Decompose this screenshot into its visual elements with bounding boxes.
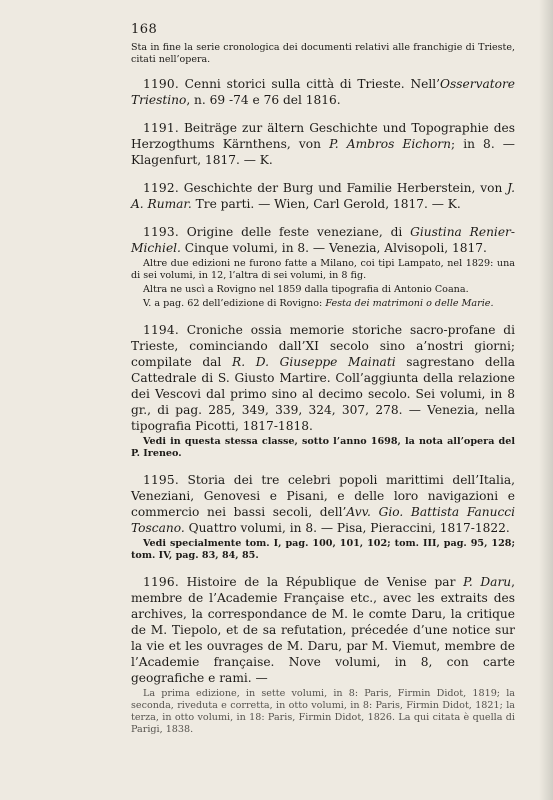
entry-italic: Osservatore Triestino bbox=[131, 77, 515, 107]
entry-number: 1192. bbox=[143, 181, 179, 195]
entry-body: Storia dei tre celebri popoli marittimi dell’Italia, Veneziani, Genovesi e Pisani, e delle loro navigazioni e commercio nei bassi secoli, dell’ bbox=[131, 473, 515, 519]
entry-body-end: , membre de l’Academie Française etc., avec les extraits des archives, la correspondance de M. le comte Daru, la critique de M. Tiepolo, et de sa refutation, précedée d’une notice sur la vie et les ouvrages de M. Daru, par M. Viemut, membre de l’Academie française. Nove volumi, in 8, con carte geografiche e rami. — bbox=[131, 575, 515, 685]
entry-note bbox=[131, 688, 515, 736]
bibliography-entry bbox=[131, 224, 515, 310]
entry-note bbox=[131, 298, 515, 310]
entry-note bbox=[131, 436, 515, 460]
bibliography-entry bbox=[131, 322, 515, 460]
entry-body: Cenni storici sulla città di Trieste. Nell’ bbox=[178, 77, 441, 91]
bibliography-entry bbox=[131, 472, 515, 562]
entry-note bbox=[131, 258, 515, 282]
note-text: V. a pag. 62 dell’edizione di Rovigno: bbox=[143, 298, 326, 309]
note-text: La prima edizione, in sette volumi, in 8: Paris, Firmin Didot, 1819; la seconda, riveduta e corretta, in otto volumi, in 8: Paris, Firmin Didot, 1821; la terza, in otto volumi, in 18: Paris, Firmin Didot, 1826. La qui citata è quella di Parigi, 1838. bbox=[131, 688, 515, 735]
entry-text bbox=[131, 76, 515, 108]
entry-italic: Avv. Gio. Battista Fanucci Toscano. bbox=[131, 505, 515, 535]
entry-body: Geschichte der Burg und Familie Herberstein, von bbox=[178, 181, 508, 195]
entry-body: Beiträge zur ältern Geschichte und Topographie des Herzogthums Kärnthens, von bbox=[131, 121, 515, 151]
entry-note bbox=[131, 538, 515, 562]
page-edge-shadow bbox=[539, 0, 553, 800]
note-text: Altre due edizioni ne furono fatte a Milano, coi tipi Lampato, nel 1829: una di sei volumi, in 12, l’altra di sei volumi, in 8 fig. bbox=[131, 258, 515, 281]
entry-italic: J. A. Rumar. bbox=[131, 181, 515, 211]
entry-italic: P. Ambros Eichorn bbox=[329, 137, 451, 151]
entry-italic: R. D. Giuseppe Mainati bbox=[232, 355, 396, 369]
entry-text bbox=[131, 574, 515, 686]
page-content bbox=[131, 42, 515, 748]
entry-number: 1194. bbox=[143, 323, 179, 337]
bibliography-entry bbox=[131, 76, 515, 108]
entry-number: 1195. bbox=[143, 473, 179, 487]
entry-body-end: sagrestano della Cattedrale di S. Giusto Martire. Coll’aggiunta della relazione dei Vescovi dal primo sino al decimo secolo. Sei volumi, in 8 gr., di pag. 285, 349, 339, 324, 307, 278. — Venezia, nella tipografia Picotti, 1817-1818. bbox=[131, 355, 515, 433]
note-text: Vedi specialmente tom. I, pag. 100, 101, 102; tom. III, pag. 95, 128; tom. IV, pag. 83, 84, 85. bbox=[131, 538, 515, 561]
entry-body-end: ; in 8. — Klagenfurt, 1817. — K. bbox=[131, 137, 515, 167]
entry-body: Histoire de la République de Venise par bbox=[178, 575, 464, 589]
entry-body: Croniche ossia memorie storiche sacro-profane di Trieste, cominciando dall’XI secolo sino a’nostri giorni; compilate dal bbox=[131, 323, 515, 369]
header-note: Sta in fine la serie cronologica dei documenti relativi alle franchigie di Trieste, citati nell’opera. bbox=[131, 42, 515, 65]
entry-body-end: Tre parti. — Wien, Carl Gerold, 1817. — K. bbox=[191, 197, 461, 211]
entry-text bbox=[131, 120, 515, 168]
entry-note bbox=[131, 284, 515, 296]
bibliography-entry bbox=[131, 120, 515, 168]
entry-number: 1190. bbox=[143, 77, 179, 91]
bibliography-entry bbox=[131, 574, 515, 736]
entry-number: 1191. bbox=[143, 121, 179, 135]
entry-body-end: Quattro volumi, in 8. — Pisa, Pieraccini, 1817-1822. bbox=[184, 521, 510, 535]
bibliography-entry bbox=[131, 180, 515, 212]
entry-body-end: , n. 69 -74 e 76 del 1816. bbox=[186, 93, 341, 107]
note-text: Vedi in questa stessa classe, sotto l’anno 1698, la nota all’opera del P. Ireneo. bbox=[131, 436, 515, 459]
note-text: Altra ne uscì a Rovigno nel 1859 dalla tipografia di Antonio Coana. bbox=[143, 284, 469, 295]
entry-body-end: Cinque volumi, in 8. — Venezia, Alvisopoli, 1817. bbox=[180, 241, 487, 255]
entry-text bbox=[131, 472, 515, 536]
entry-number: 1193. bbox=[143, 225, 179, 239]
entry-italic: Giustina Renier-Michiel. bbox=[131, 225, 515, 255]
entry-text bbox=[131, 224, 515, 256]
entry-text bbox=[131, 180, 515, 212]
note-italic: Festa dei matrimoni o delle Marie. bbox=[325, 298, 494, 309]
entry-text bbox=[131, 322, 515, 434]
entry-number: 1196. bbox=[143, 575, 179, 589]
page-number: 168 bbox=[131, 22, 158, 37]
entry-body: Origine delle feste veneziane, di bbox=[178, 225, 411, 239]
entry-italic: P. Daru bbox=[463, 575, 512, 589]
